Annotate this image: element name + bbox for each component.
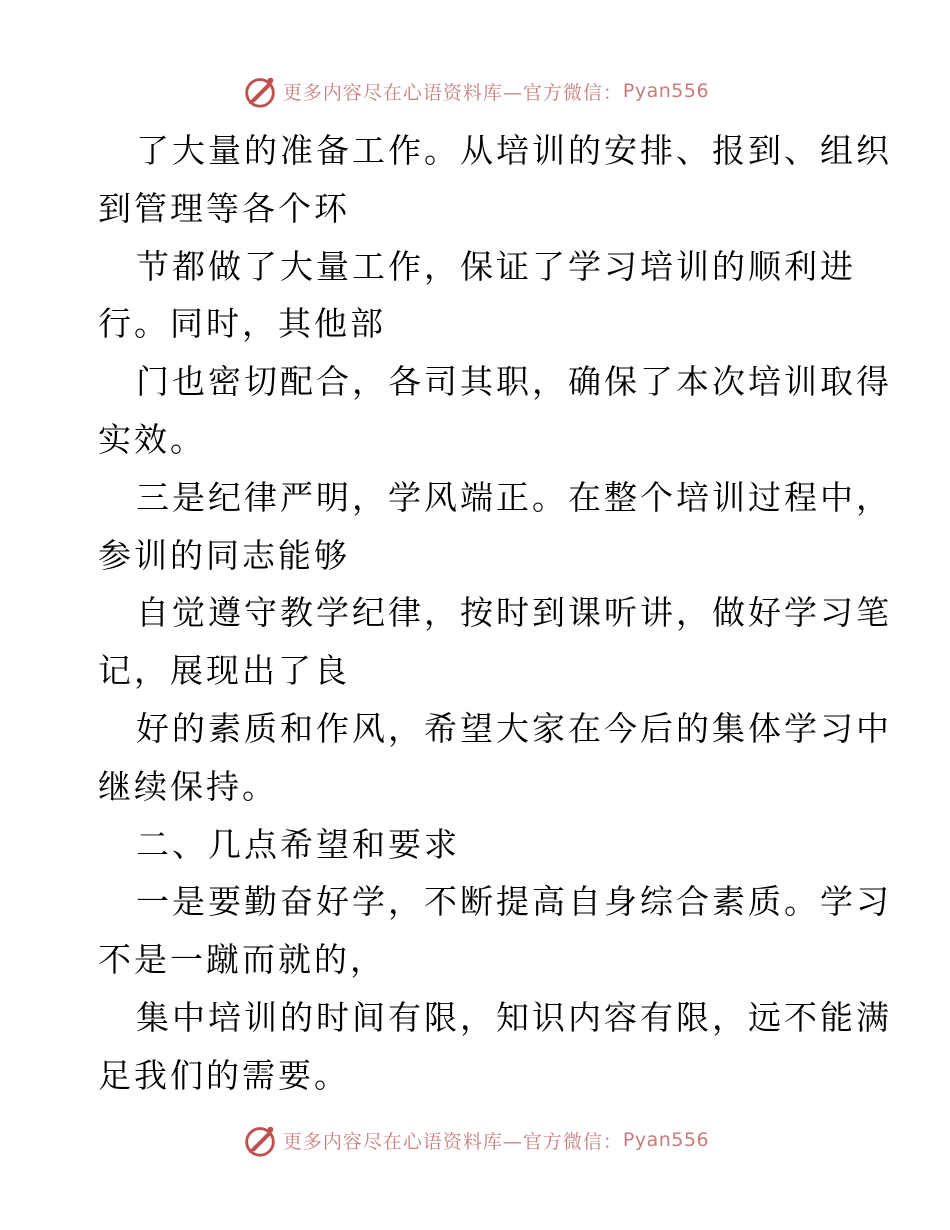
paragraph-line: 集中培训的时间有限，知识内容有限，远不能满 <box>136 997 892 1037</box>
paragraph-line: 二、几点希望和要求 <box>136 824 460 864</box>
paragraph-line: 门也密切配合，各司其职，确保了本次培训取得 <box>136 362 892 402</box>
quill-pen-seal-icon <box>241 1121 279 1159</box>
paragraph-line: 了大量的准备工作。从培训的安排、报到、组织 <box>136 131 892 170</box>
footer-watermark <box>0 1118 950 1162</box>
watermark-handle: Pyan556 <box>622 80 710 102</box>
paragraph-line: 自觉遵守教学纪律，按时到课听讲，做好学习笔 <box>136 593 892 633</box>
paragraph-line: 一是要勤奋好学，不断提高自身综合素质。学习 <box>136 882 892 922</box>
paragraph-line: 好的素质和作风，希望大家在今后的集体学习中 <box>136 708 892 748</box>
paragraph-line: 继续保持。 <box>98 766 278 806</box>
header-watermark <box>0 69 950 113</box>
paragraph-line: 到管理等各个环 <box>98 188 350 228</box>
watermark-text: 更多内容尽在心语资料库—官方微信： <box>282 1130 623 1153</box>
paragraph-line: 记，展现出了良 <box>98 651 350 691</box>
quill-pen-seal-icon <box>241 72 279 110</box>
paragraph-line: 行。同时，其他部 <box>98 304 386 344</box>
paragraph-line: 三是纪律严明，学风端正。在整个培训过程中， <box>136 477 892 517</box>
paragraph-line: 节都做了大量工作，保证了学习培训的顺利进 <box>136 246 856 286</box>
document-body <box>98 122 892 1105</box>
paragraph-line: 足我们的需要。 <box>98 1055 350 1095</box>
watermark-handle: Pyan556 <box>622 1129 710 1151</box>
paragraph-line: 参训的同志能够 <box>98 535 350 575</box>
paragraph-line: 不是一蹴而就的， <box>98 940 386 980</box>
paragraph-line: 实效。 <box>98 419 206 459</box>
watermark-text: 更多内容尽在心语资料库—官方微信： <box>282 81 623 104</box>
